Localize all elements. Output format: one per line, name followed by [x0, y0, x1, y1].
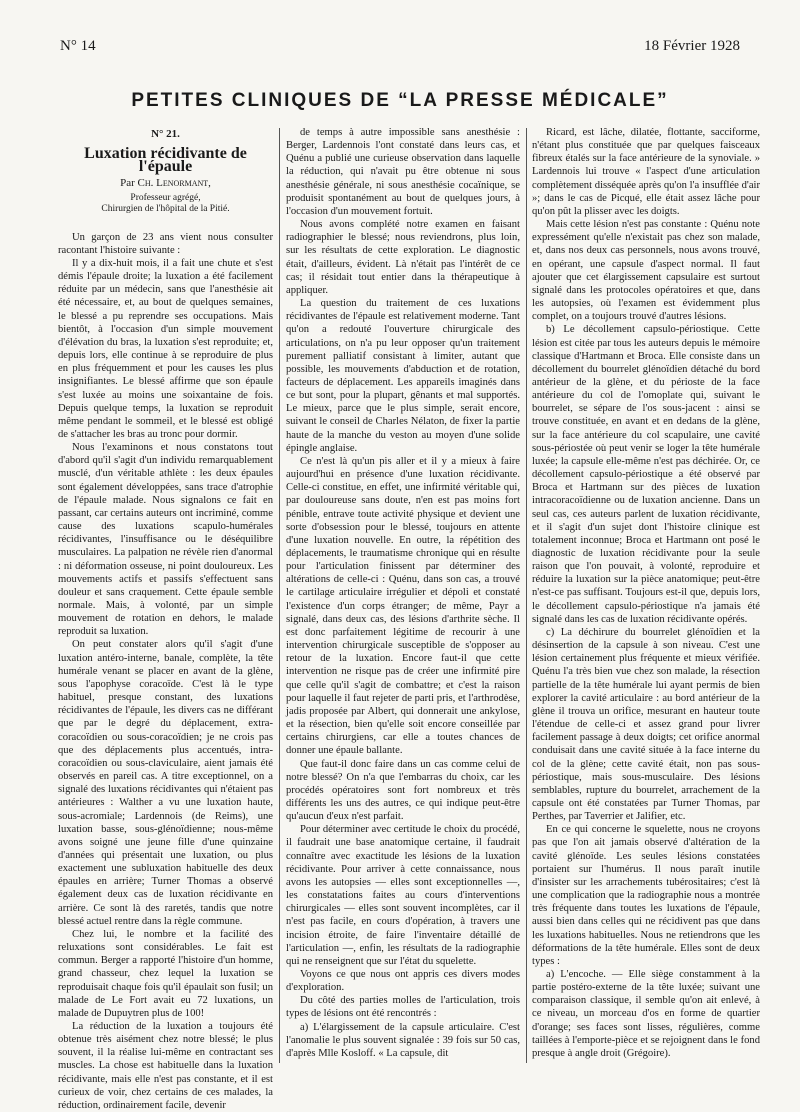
text-column-3	[532, 126, 760, 1066]
column-body	[532, 126, 760, 1060]
paragraph: On peut constater alors qu'il s'agit d'une luxation antéro-interne, banale, complète, la tête humérale venant se placer en avant de la glène, sous l'apophyse coracoïde. C'est là le type habituel, presque constant, des luxations récidivantes de l'épaule, les divers cas ne différant que par le degré du déplacement, extra-coracoïdien ou sous-coracoïdien; je ne crois pas que des déplacements plus accentués, intra-coracoïdien ou sous-claviculaire, aient jamais été observés en pareil cas. A titre exceptionnel, on a signalé des luxations récidivantes qui n'étaient pas antérieures : Walther a vu une luxation haute, sous-acromiale; Lardennois (de Reims), une luxation basse, sous-glénoïdienne; nous-même avons soigné une jeune fille d'une quinzaine d'années qui présentait une luxation, ou plus exactement une subluxation habituelle des deux épaules en arrière; Turner Thomas a observé également deux cas de luxation récidivante en arrière. Ce sont là des raretés, tandis que notre blessé actuel rentre dans la règle commune.	[58, 639, 273, 927]
column-divider	[279, 128, 280, 1063]
author-affiliation: Professeur agrégé,	[130, 192, 201, 203]
issue-date: 18 Février 1928	[644, 38, 740, 54]
author-prefix: Par	[120, 177, 135, 190]
paragraph: Du côté des parties molles de l'articulation, trois types de lésions ont été rencontrés :	[286, 995, 520, 1020]
paragraph: La réduction de la luxation a toujours été obtenue très aisément chez notre blessé; le plus souvent, il la réalise lui-même en contractant ses muscles. La chose est habituelle dans la luxation récidivante, mais elle n'est pas constante, et il est curieux de voir, chez certains de ces malades, la réduction, ordinairement facile, devenir	[58, 1021, 273, 1111]
paragraph: Ce n'est là qu'un pis aller et il y a mieux à faire aujourd'hui en présence d'une luxation récidivante. Celle-ci constitue, en effet, une infirmité véritable qui, par douloureuse sans doute, n'en est pas moins fort pénible, entrave toute activité physique et devient une sorte d'obsession pour le blessé, toujours en attente d'une luxation nouvelle. En outre, la répétition des déplacements, le traumatisme chronique qui en résulte pour l'articulation finissent par déterminer des altérations de celle-ci : Quénu, dans son cas, a trouvé le cartilage articulaire irrégulier et dépoli et constaté l'existence d'un corps étranger; de même, Payr a signalé, dans deux cas, des lésions d'arthrite sèche. Il est donc parfaitement légitime de recourir à une intervention chirurgicale susceptible de s'opposer au retour de la luxation. Encore faut-il que cette intervention ne risque pas de créer une infirmité pire que celle qu'il s'agit de combattre; et c'est la raison pour laquelle il faut rejeter de parti pris, et l'arthrodèse, jadis proposée par Albert, qui donnerait une ankylose, et la résection, bien qu'elle soit encore conseillée par certains chirurgiens, car elle a toutes chances de donner une épaule ballante.	[286, 455, 520, 757]
paragraph: Nous avons complété notre examen en faisant radiographier le blessé; nous reviendrons, plus loin, sur les résultats de cette exploration. Le diagnostic était, d'ailleurs, évident. Là n'était pas l'intérêt de ce cas; il résidait tout entier dans la thérapeutique à appliquer.	[286, 219, 520, 296]
column-divider	[526, 128, 527, 1063]
article-byline	[58, 177, 273, 190]
paragraph: c) La déchirure du bourrelet glénoïdien et la désinsertion de la capsule à son niveau. C'est une lésion certainement plus fréquente et mieux vérifiée. Quénu l'a très bien vue chez son malade, la résection partielle de la tête humérale lui ayant permis de bien explorer la cavité articulaire : au bord antérieur de la glène il trouva un orifice, mesurant en hauteur toute l'étendue de celle-ci et assez grand pour livrer facilement passage à deux doigts; cet orifice anormal conduisait dans une cavité située à la face interne du col de la glène; cette cavité était, non pas sous-périostique, mais sous-musculaire. Des lésions semblables, rupture du bourrelet, arrachement de la capsule ont été constatées par Turner Thomas, par Perthes, par Taverrier et Jalifier, etc.	[532, 626, 760, 823]
column-body	[286, 126, 520, 1060]
paragraph: En ce qui concerne le squelette, nous ne croyons pas que l'on ait jamais observé d'altération de la cavité glénoïde. Les seules lésions constatées portaient sur l'humérus. Il nous paraît inutile d'insister sur les arrachements tubérositaires; c'est là une complication que la radiographie nous a montrée très fréquente dans toutes les luxations de l'épaule, aussi bien dans celles qui ne récidivent pas que dans les luxations habituelles. Nous ne retiendrons que les déformations de la tête humérale. Elles sont de deux types :	[532, 824, 760, 967]
paragraph: Que faut-il donc faire dans un cas comme celui de notre blessé? On n'a que l'embarras du choix, car les procédés opératoires sont fort nombreux et très différents les uns des autres, ce qui indique peut-être qu'aucun d'eux n'est parfait.	[286, 758, 520, 823]
paragraph: Ricard, est lâche, dilatée, flottante, sacciforme, n'étant plus constituée que par quelques faisceaux fibreux étalés sur la face antérieure de la synoviale. » Lardennois lui trouve « l'aspect d'une articulation complètement disséquée après qu'on l'a insufflée d'air »; dans le cas de Picqué, elle était assez lâche pour qu'on pût la plisser avec les doigts.	[532, 127, 760, 217]
paragraph: b) Le décollement capsulo-périostique. Cette lésion est citée par tous les auteurs depuis le mémoire classique d'Hartmann et Broca. Elle consiste dans un décollement du bourrelet glénoïdien détaché du bord antérieur de la glène, et du périoste de la face antérieure du col de l'omoplate qui, suivant le bourrelet, se sépare de l'os sous-jacent : ainsi se trouve constituée, en avant et en dedans de la glène, sur la face antérieure du col scapulaire, une cavité sous-périostée où peut venir se loger la tête humérale luxée; la capsule elle-même n'est pas déchirée. Or, ce décollement capsulo-périostique a été observé par Broca et Hartmann sur des pièces de luxation intracoracoïdienne ou de luxation ancienne. Dans un seul cas, ces auteurs parlent de luxation récidivante, et il s'agit d'un sujet dont l'histoire clinique est totalement inconnue; Broca et Hartmann ont posé le diagnostic de luxation récidivante pour la seule raison que l'on pouvait, à volonté, reproduire et réduire la luxation sur la pièce anatomique; peut-être n'est-ce pas suffisant. Toujours est-il que, depuis lors, le décollement capsulo-périostique n'a jamais été signalé dans les cas de luxation récidivante opérés.	[532, 324, 760, 625]
paragraph: Nous l'examinons et nous constatons tout d'abord qu'il s'agit d'un individu remarquablement musclé, d'un véritable athlète : les deux épaules sont également développées, sans trace d'atrophie de l'épaule malade. Nous signalons ce fait en passant, car certains auteurs ont incriminé, comme cause des luxations scapulo-humérales récidivantes, l'insuffisance ou le déséquilibre musculaires. La palpation ne révèle rien d'anormal : ni déformation osseuse, ni point douloureux. Les mouvements actifs et passifs s'effectuent sans douleur et sans craquement. Cette épaule semble normale. Mais, à volonté, par un simple mouvement de rotation en dehors, le malade reproduit sa luxation.	[58, 442, 273, 638]
text-column-1	[58, 126, 273, 1111]
article-number: N° 21.	[151, 128, 180, 140]
column-body	[58, 231, 273, 1112]
paragraph: Pour déterminer avec certitude le choix du procédé, il faudrait une base anatomique certaine, il faudrait connaître avec exactitude les lésions de la luxation récidivante. Pour arriver à cette connaissance, nous avons les autopsies — elles sont exceptionnelles —, les constatations faites au cours d'interventions chirurgicales — elles sont souvent incomplètes, car il n'est pas facile, en cours d'opération, à travers une incision étroite, de faire l'inventaire détaillé de l'articulation —, enfin, les résultats de la radiographie qui ne renseignent que sur l'état du squelette.	[286, 824, 520, 967]
section-title: PETITES CLINIQUES DE “LA PRESSE MÉDICALE”	[131, 90, 669, 111]
paragraph: La question du traitement de ces luxations récidivantes de l'épaule est relativement moderne. Tant qu'on a redouté l'ouverture chirurgicale des articulations, on n'a pu leur opposer qu'un traitement purement palliatif consistant à limiter, autant que possible, les mouvements d'abduction et de rotation, facteurs de déplacement. Les appareils imaginés dans ce but sont, pour la plupart, gênants et mal supportés. Le mieux, parce que le plus simple, serait encore, suivant le conseil de Charles Nélaton, de fixer la partie haute de la manche du veston au moyen d'une solide épingle anglaise.	[286, 298, 520, 454]
paragraph: de temps à autre impossible sans anesthésie : Berger, Lardennois l'ont constaté dans leurs cas, et Quénu a publié une curieuse observation dans laquelle la réduction, qui n'avait pu être obtenue ni sous anesthésie générale, ni sous anesthésie cocaïnique, se produisit spontanément au bout de quelques jours, à l'occasion d'un mouvement fortuit.	[286, 127, 520, 217]
paragraph: Chez lui, le nombre et la facilité des reluxations sont considérables. Le fait est commun. Berger a rapporté l'histoire d'un homme, grand chasseur, chez lequel la luxation se reproduisait chaque fois qu'il épaulait son fusil; un malade de Le Fort avait eu 72 luxations, un malade de Dupuytren plus de 100!	[58, 928, 273, 1019]
paragraph: a) L'élargissement de la capsule articulaire. C'est l'anomalie le plus souvent signalée : 39 fois sur 50 cas, d'après Mlle Kosloff. « La capsule, dit	[286, 1021, 520, 1059]
issue-number: N° 14	[60, 38, 96, 54]
article-title: Luxation récidivante de l'épaule	[84, 145, 247, 176]
paragraph: Un garçon de 23 ans vient nous consulter racontant l'histoire suivante :	[58, 231, 273, 256]
page-header	[60, 38, 740, 58]
paragraph: Mais cette lésion n'est pas constante : Quénu note expressément qu'elle n'existait pas chez son malade, et, dans nos deux cas personnels, nous avons trouvé, en opérant, une capsule d'aspect normal. Il faut ajouter que cet élargissement capsulaire est surtout signalé dans les protocoles opératoires et que, dans les autopsies, où l'examen est évidemment plus complet, on a toujours trouvé d'autres lésions.	[532, 219, 760, 323]
paragraph: a) L'encoche. — Elle siège constamment à la partie postéro-externe de la tête luxée; suivant une comparaison classique, il semble qu'on ait enlevé, à ce niveau, un morceau d'os en forme de quartier d'orange; ses faces sont lisses, régulières, comme taillées à l'emporte-pièce et se rejoignent dans le fond presque à angle droit (Grégoire).	[532, 969, 760, 1059]
author-affiliation: Chirurgien de l'hôpital de la Pitié.	[101, 203, 230, 214]
paragraph: Il y a dix-huit mois, il a fait une chute et s'est démis l'épaule droite; la luxation a été facilement réduite par un médecin, sans que l'anesthésie ait été nécessaire, et, au bout de quelques semaines, le blessé a pu reprendre ses occupations. Mais bientôt, à l'occasion d'un simple mouvement d'élévation du bras, la luxation s'est reproduite; et, depuis lors, elle continue à se reproduire de plus en plus fréquemment et pour les causes les plus insignifiantes. Le blessé affirme que son épaule s'est luxée au moins une soixantaine de fois. Depuis quelque temps, la luxation se reproduit même pendant le sommeil, et le blessé est obligé de s'attacher les bras au tronc pour dormir.	[58, 257, 273, 440]
text-column-2	[286, 126, 520, 1066]
paragraph: Voyons ce que nous ont appris ces divers modes d'exploration.	[286, 969, 520, 994]
author-name: Ch. Lenormant,	[137, 177, 211, 190]
